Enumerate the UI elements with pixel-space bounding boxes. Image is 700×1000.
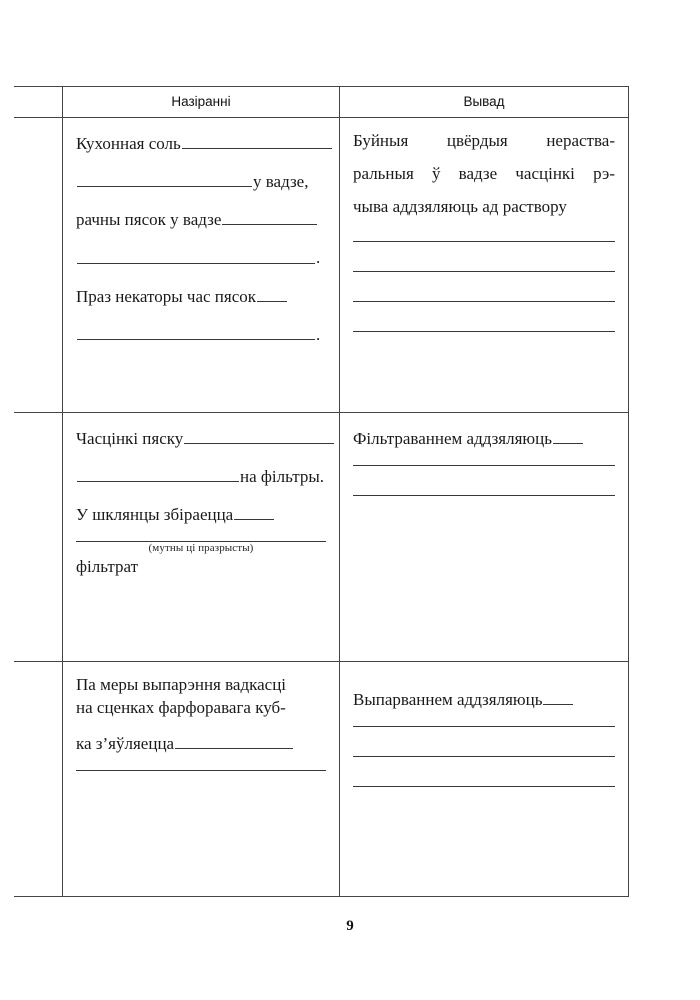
obs2-line-1 [76, 427, 326, 447]
obs1-line-6 [76, 323, 326, 343]
obs3-line-3 [76, 732, 326, 752]
obs2-line-3-text: У шклянцы збіраецца [76, 505, 234, 525]
header-cell-observations: Назіранні [63, 87, 340, 118]
con1-para-line-1: Буйныя цвёрдыя нераства- [353, 131, 615, 150]
con3-blank-4[interactable] [353, 786, 615, 787]
conclusion-cell-1 [340, 118, 629, 413]
obs1-line-4 [76, 246, 326, 266]
row-number-cell-2 [14, 413, 63, 662]
con1-blank-2[interactable] [353, 271, 615, 272]
table-header [14, 87, 629, 118]
table-body [14, 118, 629, 897]
obs1-blank-5[interactable] [257, 285, 287, 302]
con2-line-1-text: Фільтраваннем аддзяляюць [353, 429, 552, 449]
obs1-line-6-period: . [316, 324, 321, 344]
obs1-line-1-text: Кухонная соль [76, 134, 181, 154]
obs2-hint-group [76, 541, 326, 554]
observations-cell-1 [63, 118, 340, 413]
con3-blank-3[interactable] [353, 756, 615, 757]
observations-cell-2 [63, 413, 340, 662]
obs3-para-line-1: Па меры выпарэння вадкасці [76, 675, 287, 694]
conclusion-cell-2 [340, 413, 629, 662]
con3-line-1 [353, 688, 615, 708]
con2-blank-3[interactable] [353, 495, 615, 496]
con1-para-line-3: чыва аддзяляюць ад раствору [353, 197, 567, 216]
obs2-blank-1[interactable] [184, 427, 334, 444]
row-number-cell-3 [14, 662, 63, 897]
observations-content-1 [63, 118, 339, 412]
conclusion-content-2 [340, 413, 628, 661]
row-number-cell-1 [14, 118, 63, 413]
table-header-row [14, 87, 629, 118]
obs3-blank-2[interactable] [76, 770, 326, 771]
worksheet-table-container [14, 86, 628, 897]
conclusion-cell-3 [340, 662, 629, 897]
table-row [14, 662, 629, 897]
conclusion-content-1 [340, 118, 628, 412]
obs2-line-2-text: на фільтры. [240, 467, 325, 487]
con1-blank-3[interactable] [353, 301, 615, 302]
obs1-blank-3[interactable] [222, 208, 317, 225]
obs1-blank-1[interactable] [182, 132, 332, 149]
obs1-line-2 [76, 170, 326, 190]
conclusion-content-3 [340, 662, 628, 896]
con3-line-1-text: Выпарваннем аддзяляюць [353, 690, 543, 710]
obs1-line-3 [76, 208, 326, 228]
observations-content-3 [63, 662, 339, 884]
con1-blank-1[interactable] [353, 241, 615, 242]
obs1-line-5-text: Праз некаторы час пясок [76, 286, 257, 306]
obs2-line-2 [76, 465, 326, 485]
obs2-hint-label: (мутны ці празрысты) [148, 542, 254, 555]
con1-blank-4[interactable] [353, 331, 615, 332]
observations-cell-3 [63, 662, 340, 897]
con2-line-1 [353, 427, 615, 447]
obs1-line-2-text: у вадзе, [253, 172, 309, 192]
obs1-blank-4[interactable] [77, 246, 315, 263]
obs1-blank-6[interactable] [77, 323, 315, 340]
table-row [14, 413, 629, 662]
obs2-line-5: фільтрат [76, 557, 138, 577]
obs1-line-1 [76, 132, 326, 152]
obs3-blank-1[interactable] [175, 732, 293, 749]
obs2-blank-2[interactable] [77, 465, 239, 482]
header-cell-conclusion: Вывад [340, 87, 629, 118]
con3-blank-2[interactable] [353, 726, 615, 727]
observations-content-2 [63, 413, 339, 661]
header-cell-number [14, 87, 63, 118]
obs1-line-3-text: рачны пясок у вадзе [76, 210, 222, 230]
obs3-para-line-2: на сценках фарфоравага куб- [76, 698, 286, 717]
obs3-line-3-text: ка з’яўляецца [76, 734, 175, 754]
con2-blank-1[interactable] [553, 427, 583, 444]
con1-para-line-2: ральныя ў вадзе часцінкі рэ- [353, 164, 615, 183]
obs2-line-1-text: Часцінкі пяску [76, 429, 184, 449]
table-row [14, 118, 629, 413]
obs2-line-3 [76, 503, 326, 523]
obs2-blank-3[interactable] [234, 503, 274, 520]
obs1-line-4-period: . [316, 248, 321, 268]
con2-blank-2[interactable] [353, 465, 615, 466]
obs1-line-5 [76, 285, 326, 305]
con3-blank-1[interactable] [543, 688, 573, 705]
page-number: 9 [346, 918, 354, 934]
observations-conclusions-table [14, 86, 629, 897]
obs1-blank-2[interactable] [77, 170, 252, 187]
